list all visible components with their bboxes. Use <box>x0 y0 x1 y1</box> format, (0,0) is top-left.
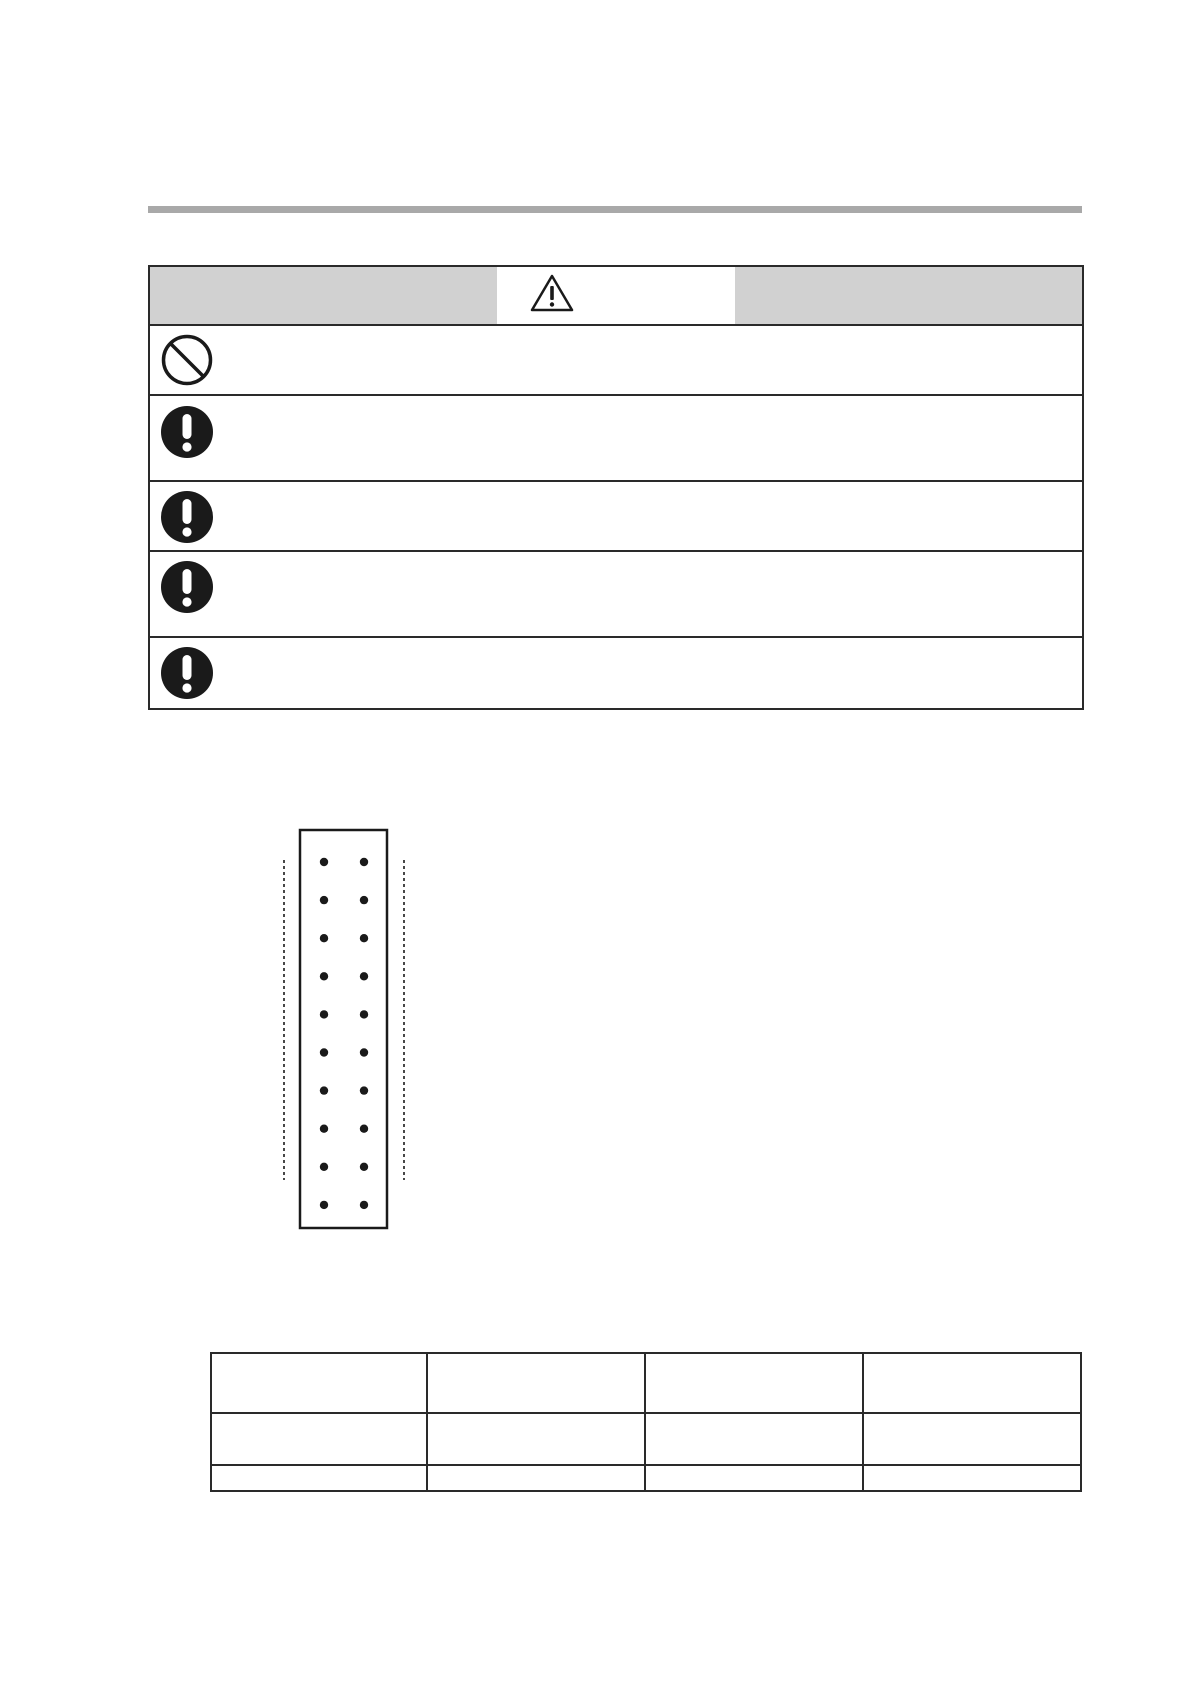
connector-pin <box>320 1163 328 1171</box>
connector-pin <box>320 1125 328 1133</box>
connector-pin <box>320 1048 328 1056</box>
table-header-cell <box>645 1353 863 1413</box>
table-header-row <box>211 1353 1081 1413</box>
table-header-cell <box>427 1353 645 1413</box>
mandatory-exclamation-icon <box>160 646 214 700</box>
connector-pin <box>320 858 328 866</box>
section-rule <box>148 206 1082 213</box>
warning-triangle-icon <box>530 273 574 313</box>
table-cell <box>427 1465 645 1491</box>
table-cell <box>645 1413 863 1465</box>
warning-row <box>150 552 1082 638</box>
mandatory-exclamation-icon <box>160 560 214 614</box>
warning-row <box>150 396 1082 482</box>
connector-pin <box>360 858 368 866</box>
warning-header-label-area <box>497 267 735 324</box>
warning-header <box>150 267 1082 326</box>
connector-pin <box>320 1201 328 1209</box>
connector-pin <box>320 1010 328 1018</box>
connector-pin <box>320 972 328 980</box>
prohibition-icon <box>160 333 214 387</box>
warning-row <box>150 638 1082 708</box>
connector-pin <box>320 934 328 942</box>
connector-pin <box>360 934 368 942</box>
connector-pin <box>360 1163 368 1171</box>
table-cell <box>211 1465 427 1491</box>
table-cell <box>863 1465 1081 1491</box>
connector-pin <box>320 896 328 904</box>
connector-pin <box>360 896 368 904</box>
connector-pin <box>360 1086 368 1094</box>
connector-pin <box>360 1201 368 1209</box>
connector-pin <box>320 1086 328 1094</box>
warning-box <box>148 265 1084 710</box>
connector-body <box>300 830 387 1228</box>
connector-pin <box>360 972 368 980</box>
table-cell <box>863 1413 1081 1465</box>
connector-pin <box>360 1010 368 1018</box>
warning-row <box>150 482 1082 552</box>
table-row <box>211 1465 1081 1491</box>
mandatory-exclamation-icon <box>160 490 214 544</box>
spec-table <box>210 1352 1082 1492</box>
pin-header-icon <box>275 828 415 1233</box>
table-header-cell <box>863 1353 1081 1413</box>
table-row <box>211 1413 1081 1465</box>
connector-pin <box>360 1048 368 1056</box>
table-header-cell <box>211 1353 427 1413</box>
mandatory-exclamation-icon <box>160 405 214 459</box>
warning-row <box>150 326 1082 396</box>
connector-pin <box>360 1125 368 1133</box>
table-cell <box>427 1413 645 1465</box>
table-cell <box>211 1413 427 1465</box>
table-cell <box>645 1465 863 1491</box>
